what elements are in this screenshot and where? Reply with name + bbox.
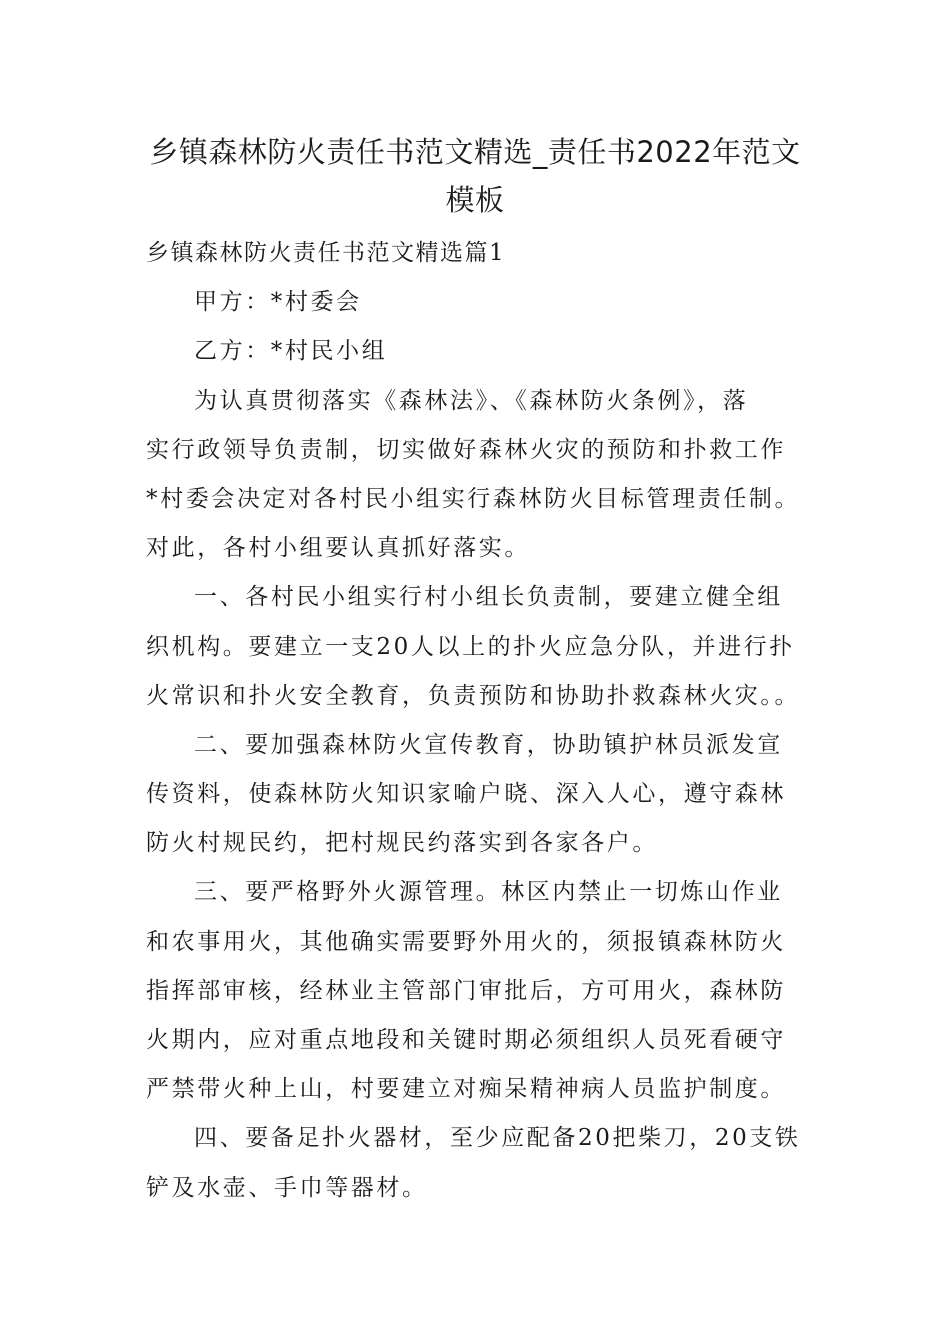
paragraph-line: 火常识和扑火安全教育，负责预防和协助扑救森林火灾。。 [146,682,801,709]
paragraph-line: 织机构。要建立一支20人以上的扑火应急分队，并进行扑 [146,633,795,660]
paragraph-line: 三、要严格野外火源管理。林区内禁止一切炼山作业 [194,879,783,906]
paragraph-line: 传资料，使森林防火知识家喻户晓、深入人心，遵守森林 [146,781,786,808]
party-b: 乙方：*村民小组 [194,338,388,365]
paragraph-line: 一、各村民小组实行村小组长负责制，要建立健全组 [194,584,783,611]
paragraph-line: 严禁带火种上山，村要建立对痴呆精神病人员监护制度。 [146,1076,786,1103]
paragraph-line: *村委会决定对各村民小组实行森林防火目标管理责任制。 [146,485,801,512]
paragraph-line: 实行政领导负责制，切实做好森林火灾的预防和扑救工作 [146,436,786,463]
document-title [120,128,830,224]
paragraph-line: 二、要加强森林防火宣传教育，协助镇护林员派发宣 [194,731,783,758]
paragraph-line: 铲及水壶、手巾等器材。 [146,1174,428,1201]
paragraph-2 [146,573,810,721]
paragraph-1 [146,377,810,574]
document-body [146,229,810,1213]
paragraph-line: 防火村规民约，把村规民约落实到各家各户。 [146,830,658,857]
paragraph-4 [146,868,810,1114]
paragraph-line: 和农事用火，其他确实需要野外用火的，须报镇森林防火 [146,928,786,955]
paragraph-line: 指挥部审核，经林业主管部门审批后，方可用火，森林防 [146,977,786,1004]
title-line-1: 乡镇森林防火责任书范文精选_责任书2022年范文 [149,135,801,169]
paragraph-line: 火期内，应对重点地段和关键时期必须组织人员死看硬守 [146,1027,786,1053]
paragraph-line: 对此，各村小组要认真抓好落实。 [146,535,530,562]
section-title: 乡镇森林防火责任书范文精选篇1 [146,240,506,266]
title-line-2: 模板 [445,183,505,217]
paragraph-3 [146,721,810,869]
paragraph-5 [146,1114,810,1212]
paragraph-line: 四、要备足扑火器材，至少应配备20把柴刀，20支铁 [194,1125,801,1152]
paragraph-line: 为认真贯彻落实《森林法》、《森林防火条例》，落 [194,387,749,414]
party-a: 甲方：*村委会 [194,289,362,316]
